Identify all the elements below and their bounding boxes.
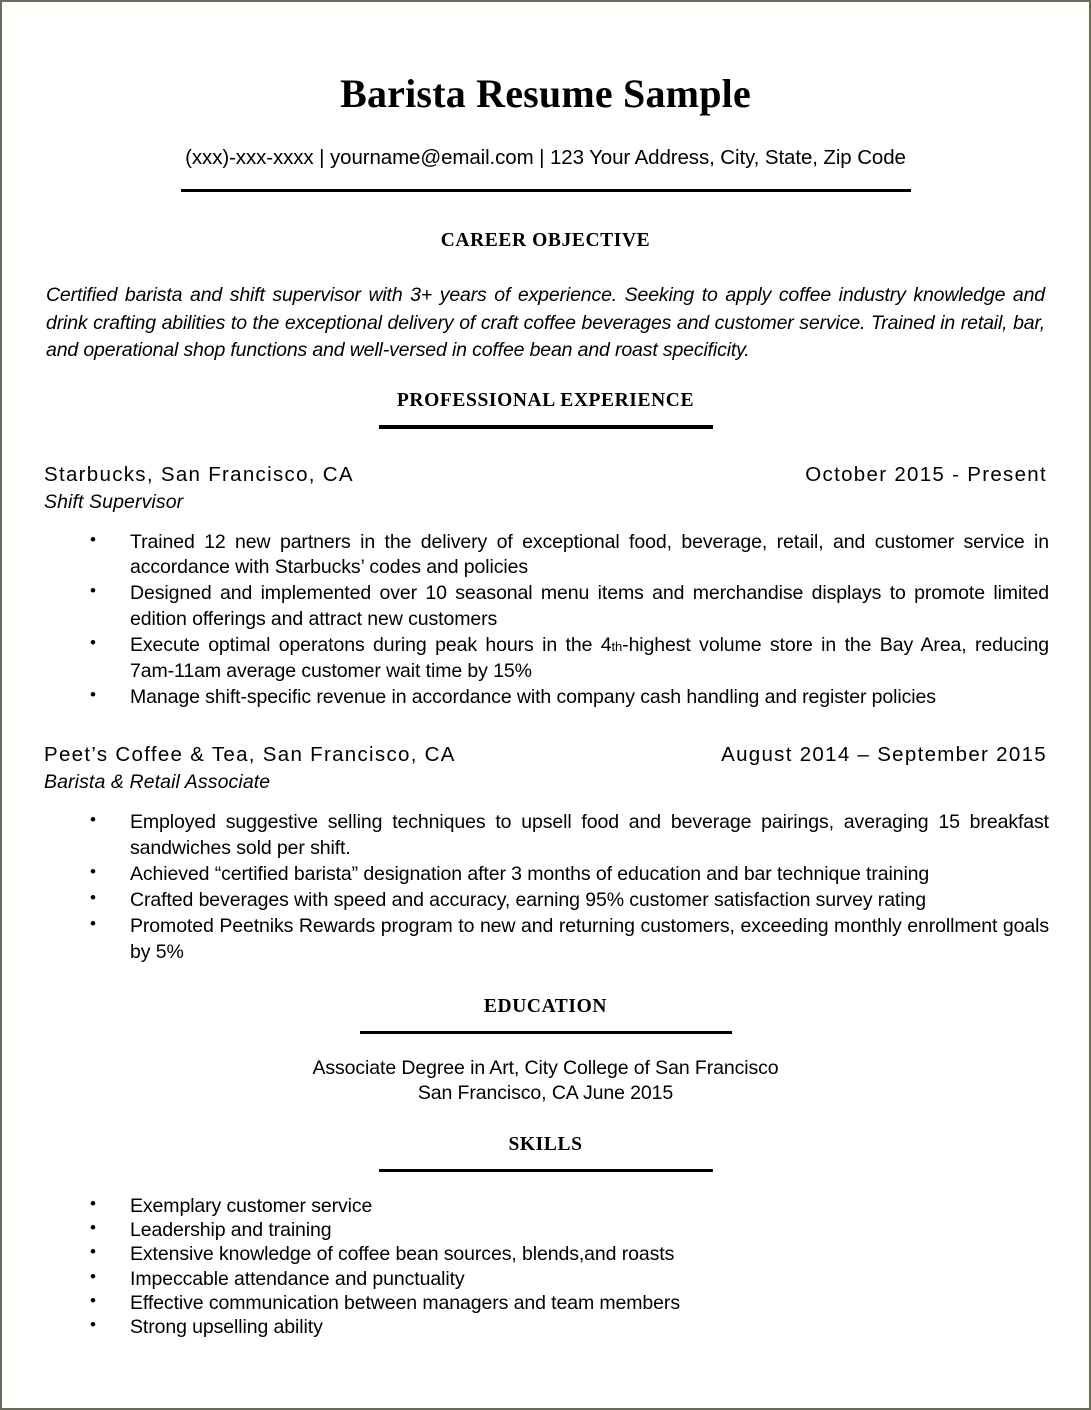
education-entry bbox=[42, 1056, 1049, 1106]
bullet-text: Trained 12 new partners in the delivery of exceptional food, beverage, retail, and customer service in accordance with Starbucks’ codes and policies bbox=[130, 530, 1049, 579]
job-organization: Starbucks, San Francisco, CA bbox=[44, 462, 354, 486]
job-bullet bbox=[42, 685, 1049, 711]
job-bullet bbox=[42, 888, 1049, 914]
bullet-text-continued: -highest volume store in the Bay Area, reducing 7am-11am average customer wait time by 15% bbox=[130, 634, 1050, 683]
career-objective-text: Certified barista and shift supervisor with 3+ years of experience. Seeking to apply coffee industry knowledge and drink crafting abilities to the exceptional delivery of craft coffee beverages and customer service. Trained in retail, bar, and operational shop functions and well-versed in coffee bean and roast specificity. bbox=[46, 284, 1045, 362]
resume-content bbox=[2, 2, 1089, 1408]
skill-item: • Leadership and training bbox=[42, 1218, 1049, 1242]
job-role: Barista & Retail Associate bbox=[44, 771, 271, 794]
bullet-text: Promoted Peetniks Rewards program to new and returning customers, exceeding monthly enrollment goals by 5% bbox=[130, 914, 1049, 963]
spacer bbox=[42, 1172, 1049, 1194]
section-heading-objective: CAREER OBJECTIVE bbox=[440, 230, 651, 251]
job-header bbox=[42, 463, 1049, 487]
skill-item: • Impeccable attendance and punctuality bbox=[42, 1267, 1049, 1291]
spacer bbox=[42, 966, 1049, 996]
section-heading-experience: PROFESSIONAL EXPERIENCE bbox=[396, 390, 695, 412]
bullet-text: Employed suggestive selling techniques to upsell food and beverage pairings, averaging 15 breakfast sandwiches sold per shift. bbox=[130, 811, 1049, 859]
job-dates: August 2014 – September 2015 bbox=[721, 743, 1047, 767]
job-bullet bbox=[42, 862, 1049, 888]
spacer bbox=[42, 514, 1049, 530]
education-line: San Francisco, CA June 2015 bbox=[417, 1081, 674, 1104]
bullet-text: Designed and implemented over 10 seasonal menu items and merchandise displays to promote limited edition offerings and attract new customers bbox=[130, 582, 1049, 631]
spacer bbox=[42, 252, 1049, 282]
skill-item: • Effective communication between managers and team members bbox=[42, 1291, 1049, 1315]
section-heading-skills: SKILLS bbox=[508, 1133, 583, 1155]
spacer bbox=[42, 794, 1049, 810]
spacer bbox=[42, 365, 1049, 390]
job-bullet bbox=[42, 581, 1049, 633]
job-bullet bbox=[42, 633, 1049, 685]
ordinal-suffix: th bbox=[611, 639, 623, 655]
job-bullet bbox=[42, 530, 1049, 582]
job-bullet-list bbox=[42, 530, 1049, 711]
page-title: Barista Resume Sample bbox=[340, 71, 751, 116]
spacer bbox=[42, 192, 1049, 230]
bullet-text: Achieved “certified barista” designation after 3 months of education and bar technique training bbox=[130, 862, 930, 885]
job-bullet-list bbox=[42, 810, 1049, 966]
bullet-text: Execute optimal operatons during peak hours in the 4 bbox=[130, 634, 612, 657]
skills-list bbox=[42, 1194, 1049, 1339]
section-heading-education: EDUCATION bbox=[483, 995, 608, 1017]
skill-item: • Exemplary customer service bbox=[42, 1194, 1049, 1218]
skill-item: • Strong upselling ability bbox=[42, 1315, 1049, 1339]
contact-info: (xxx)-xxx-xxxx | yourname@email.com | 123 Your Address, City, State, Zip Code bbox=[185, 146, 906, 169]
spacer bbox=[42, 1106, 1049, 1134]
job-organization: Peet’s Coffee & Tea, San Francisco, CA bbox=[44, 743, 456, 767]
bullet-text: Manage shift-specific revenue in accordance with company cash handling and register policies bbox=[130, 686, 936, 709]
spacer bbox=[42, 1034, 1049, 1056]
spacer bbox=[42, 711, 1049, 743]
job-role: Shift Supervisor bbox=[44, 490, 184, 513]
education-line: Associate Degree in Art, City College of San Francisco bbox=[312, 1057, 779, 1080]
skill-item: • Extensive knowledge of coffee bean sources, blends,and roasts bbox=[42, 1242, 1049, 1266]
job-bullet bbox=[42, 914, 1049, 966]
bullet-text: Crafted beverages with speed and accuracy, earning 95% customer satisfaction survey rating bbox=[130, 888, 926, 911]
experience-list bbox=[42, 463, 1049, 966]
job-dates: October 2015 - Present bbox=[805, 462, 1047, 486]
job-bullet bbox=[42, 810, 1049, 862]
job-header bbox=[42, 743, 1049, 767]
spacer bbox=[42, 429, 1049, 463]
